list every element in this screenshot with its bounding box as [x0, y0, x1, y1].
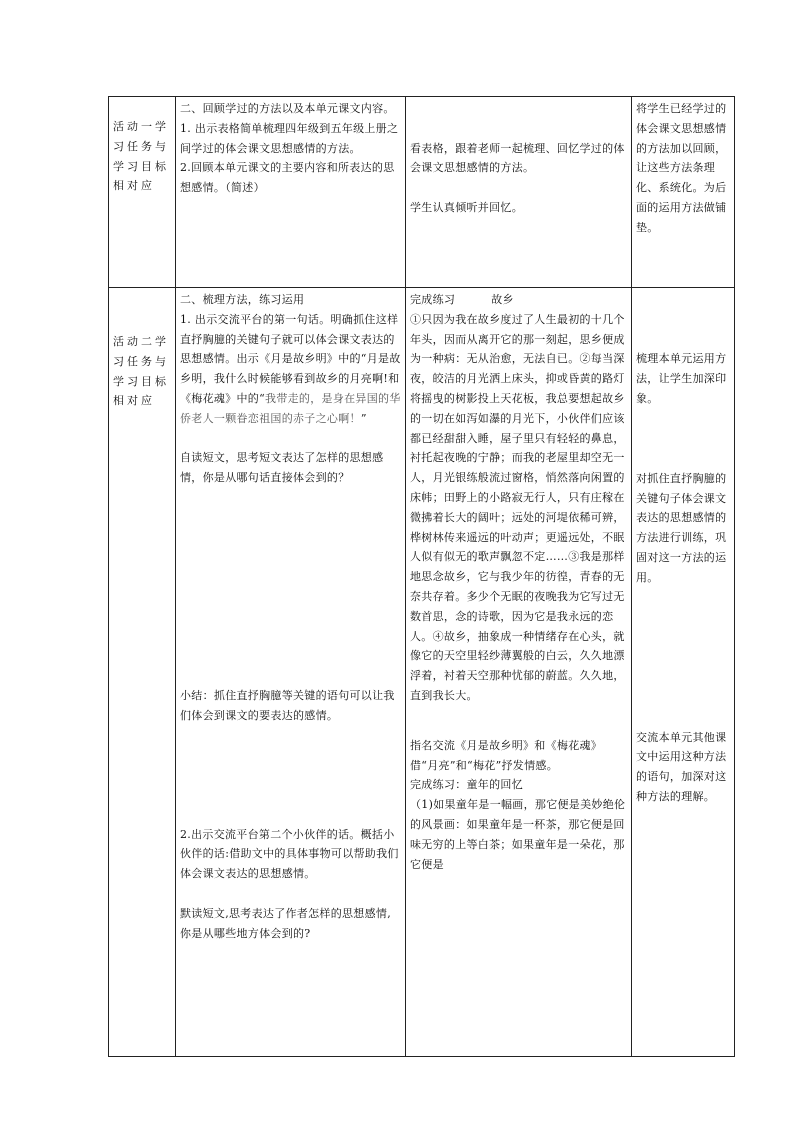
exercise-title: 完成练习：童年的回忆 — [410, 778, 523, 792]
design-intent-cell — [632, 288, 735, 1057]
quote-text: 我带走的，是身在异国的华侨老人一颗眷恋祖国的赤子之心啊！ — [180, 391, 401, 425]
teacher-step: 2.回顾本单元课文的主要内容和所表达的思想感情。（简述） — [180, 161, 395, 195]
student-activity-cell — [406, 97, 632, 288]
activity-label: 活动二学习任务与学习目标相对应 — [113, 335, 169, 408]
exercise-question: （1)如果童年是一幅画，那它便是美妙绝伦的风景画：如果童年是一杯茶，那它便是回味无穷的上等白茶；如果童年是一朵花，那它便是 — [410, 798, 626, 871]
student-step: 学生认真倾听并回忆。 — [410, 200, 523, 214]
lesson-plan-table — [108, 96, 735, 1057]
summary-text: 小结：抓住直抒胸臆等关键的语句可以让我们体会到课文的要表达的感情。 — [180, 688, 395, 722]
table-row — [109, 288, 735, 1057]
teacher-step: 1. 出示交流平台的第一句话。明确抓住这样直抒胸臆的关键句子就可以体会课文表达的思想感情。出示《月是故乡明》中的“月是故乡明，我什么时候能够看到故乡的月亮啊!和《梅花魂》中的“我带走的，是身在异国的华侨老人一颗眷恋祖国的赤子之心啊！” — [180, 312, 401, 425]
table-row — [109, 97, 735, 288]
section-heading: 二、梳理方法，练习运用 — [180, 293, 305, 306]
teacher-activity-cell — [176, 97, 406, 288]
teacher-step: 1. 出示表格简单梳理四年级到五年级上册之间学过的体会课文思想感情的方法。 — [180, 121, 399, 155]
student-activity-cell — [406, 288, 632, 1057]
section-heading: 二、回顾学过的方法以及本单元课文内容。 — [180, 102, 395, 115]
teacher-activity-cell — [176, 288, 406, 1057]
student-step: 指名交流《月是故乡明》和《梅花魂》借“月亮”和“梅花”抒发情感。 — [410, 738, 603, 772]
design-intent-cell — [632, 97, 735, 288]
teacher-step: 默读短文,思考表达了作者怎样的思想感情,你是从哪些地方体会到的? — [180, 906, 391, 940]
exercise-title: 完成练习 故乡 — [410, 293, 514, 306]
reading-passage: ①只因为我在故乡度过了人生最初的十几个年头，因而从离开它的那一刻起，思乡便成为一种病：无从治愈，无法自已。②每当深夜，皎洁的月光洒上床头，抑或昏黄的路灯将摇曳的树影投上天花板，我总要想起故乡的一切在如泻如瀑的月光下，小伙伴们应该都已经甜甜入睡，屋子里只有轻轻的鼻息，衬托起夜晚的宁静；而我的老屋里却空无一人，月光银练般流过窗格，悄然落向闲置的床帏；田野上的小路寂无行人，只有庄稼在微拂着长大的阔叶；远处的河堤依稀可辨，桦树林传来遥远的叶动声；更遥远处，不眠人似有似无的歌声飘忽不定……③我是那样地思念故乡，它与我少年的彷徨，青春的无奈共存着。多少个无眠的夜晚我为它写过无数首思，念的诗歌，因为它是我永远的恋人。④故乡，抽象成一种情绪存在心头，就像它的天空里轻纱薄翼般的白云，久久地漂浮着，衬着天空那种忧郁的蔚蓝。久久地，直到我长大。 — [410, 312, 625, 702]
teacher-step: 2.出示交流平台第二个小伙伴的话。概括小伙伴的话:借助文中的具体事物可以帮助我们体会课文表达的思想感情。 — [180, 827, 399, 881]
design-intent: 梳理本单元运用方法，让学生加深印象。 — [636, 352, 727, 405]
design-intent: 对抓住直抒胸臆的关键句子体会课文表达的思想感情的方法进行训练，巩固对这一方法的运用。 — [636, 471, 727, 584]
design-intent: 交流本单元其他课文中运用这种方法的语句，加深对这种方法的理解。 — [636, 730, 727, 803]
design-intent: 将学生已经学过的体会课文思想感情的方法加以回顾，让这些方法条理化、系统化。为后面的运用方法做铺垫。 — [636, 102, 727, 234]
teacher-step: 自读短文，思考短文表达了怎样的思想感情，你是从哪句话直接体会到的？ — [180, 451, 384, 485]
activity-label: 活动一学习任务与学习目标相对应 — [113, 120, 169, 193]
student-step: 看表格，跟着老师一起梳理、回忆学过的体会课文思想感情的方法。 — [410, 141, 625, 175]
activity-cell — [109, 97, 176, 288]
activity-cell — [109, 288, 176, 1057]
